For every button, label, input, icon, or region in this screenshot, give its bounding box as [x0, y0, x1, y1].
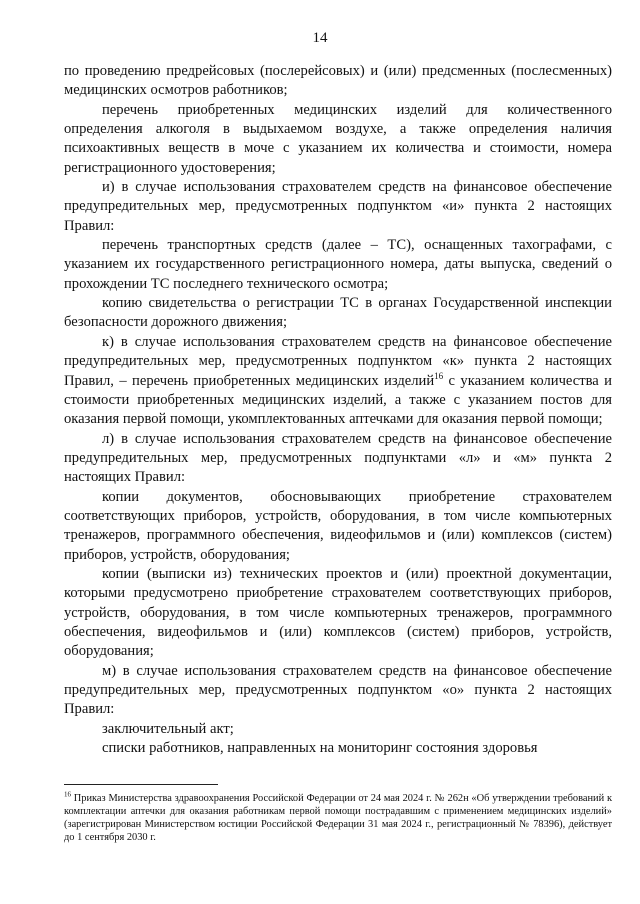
item-k-text-after: с указанием количества и стоимости приобретенных медицинских изделий, а также с указанием постов для оказания первой помощи, укомплектованных аптечками для оказания первой помощи; — [64, 372, 612, 428]
paragraph-item-l: л) в случае использования страхователем средств на финансовое обеспечение предупредительных мер, предусмотренных подпунктами «л» и «м» пункта 2 настоящих Правил: — [64, 430, 612, 486]
paragraph-employee-lists: списки работников, направленных на мониторинг состояния здоровья — [102, 740, 538, 757]
paragraph-item-k — [64, 333, 612, 430]
footnote-separator — [64, 784, 218, 785]
paragraph-registration-copy: копию свидетельства о регистрации ТС в органах Государственной инспекции безопасности дорожного движения; — [64, 295, 612, 331]
paragraph-continuation: по проведению предрейсовых (послерейсовых) и (или) предсменных (послесменных) медицинских осмотров работников; — [64, 63, 612, 99]
paragraph-vehicles-list: перечень транспортных средств (далее – ТС), оснащенных тахографами, с указанием их государственного регистрационного номера, даты выпуска, сведений о прохождении ТС последнего технического осмотра; — [64, 237, 612, 292]
paragraph-final-act: заключительный акт; — [102, 720, 234, 737]
paragraph-justifying-documents: копии документов, обосновывающих приобретение страхователем соответствующих приборов, устройств, оборудования, в том числе компьютерных тренажеров, программного обеспечения, видеофильмов и (или) комплексов (систем) приборов, устройств, оборудования; — [64, 488, 612, 563]
page-number: 14 — [312, 30, 328, 46]
footnote-reference: 16 — [434, 370, 444, 381]
paragraph-item-m: м) в случае использования страхователем средств на финансовое обеспечение предупредительных мер, предусмотренных подпунктом «о» пункта 2 настоящих Правил: — [64, 662, 612, 718]
paragraph-technical-projects: копии (выписки из) технических проектов и (или) проектной документации, которыми предусмотрено приобретение страхователем соответствующих приборов, устройств, оборудования, в том числе компьютерных тренажеров, программного обеспечения, видеофильмов и (или) комплексов (систем) приборов, устройств, оборудования; — [64, 565, 612, 660]
item-k-text-before: к) в случае использования страхователем средств на финансовое обеспечение предупредительных мер, предусмотренных подпунктом «к» пункта 2 настоящих Правил, – перечень приобретенных медицинских изделий — [64, 333, 612, 389]
paragraph-item-i: и) в случае использования страхователем средств на финансовое обеспечение предупредительных мер, предусмотренных подпунктом «и» пункта 2 настоящих Правил: — [64, 179, 612, 234]
footnote-text: Приказ Министерства здравоохранения Российской Федерации от 24 мая 2024 г. № 262н «Об утверждении требований к комплектации аптечки для оказания работникам первой помощи пострадавшим с применением медицинских изделий» (зарегистрирован Министерством юстиции Российской Федерации 31 мая 2024 г., регистрационный № 78396), действует до 1 сентября 2030 г. — [64, 793, 612, 843]
footnote — [64, 792, 612, 844]
footnote-marker: 16 — [64, 790, 71, 799]
document-body — [64, 62, 612, 758]
paragraph-alcohol-devices: перечень приобретенных медицинских изделий для количественного определения алкоголя в выдыхаемом воздухе, а также определения наличия психоактивных веществ в моче с указанием их количества и стоимости, номера регистрационного удостоверения; — [64, 101, 612, 176]
